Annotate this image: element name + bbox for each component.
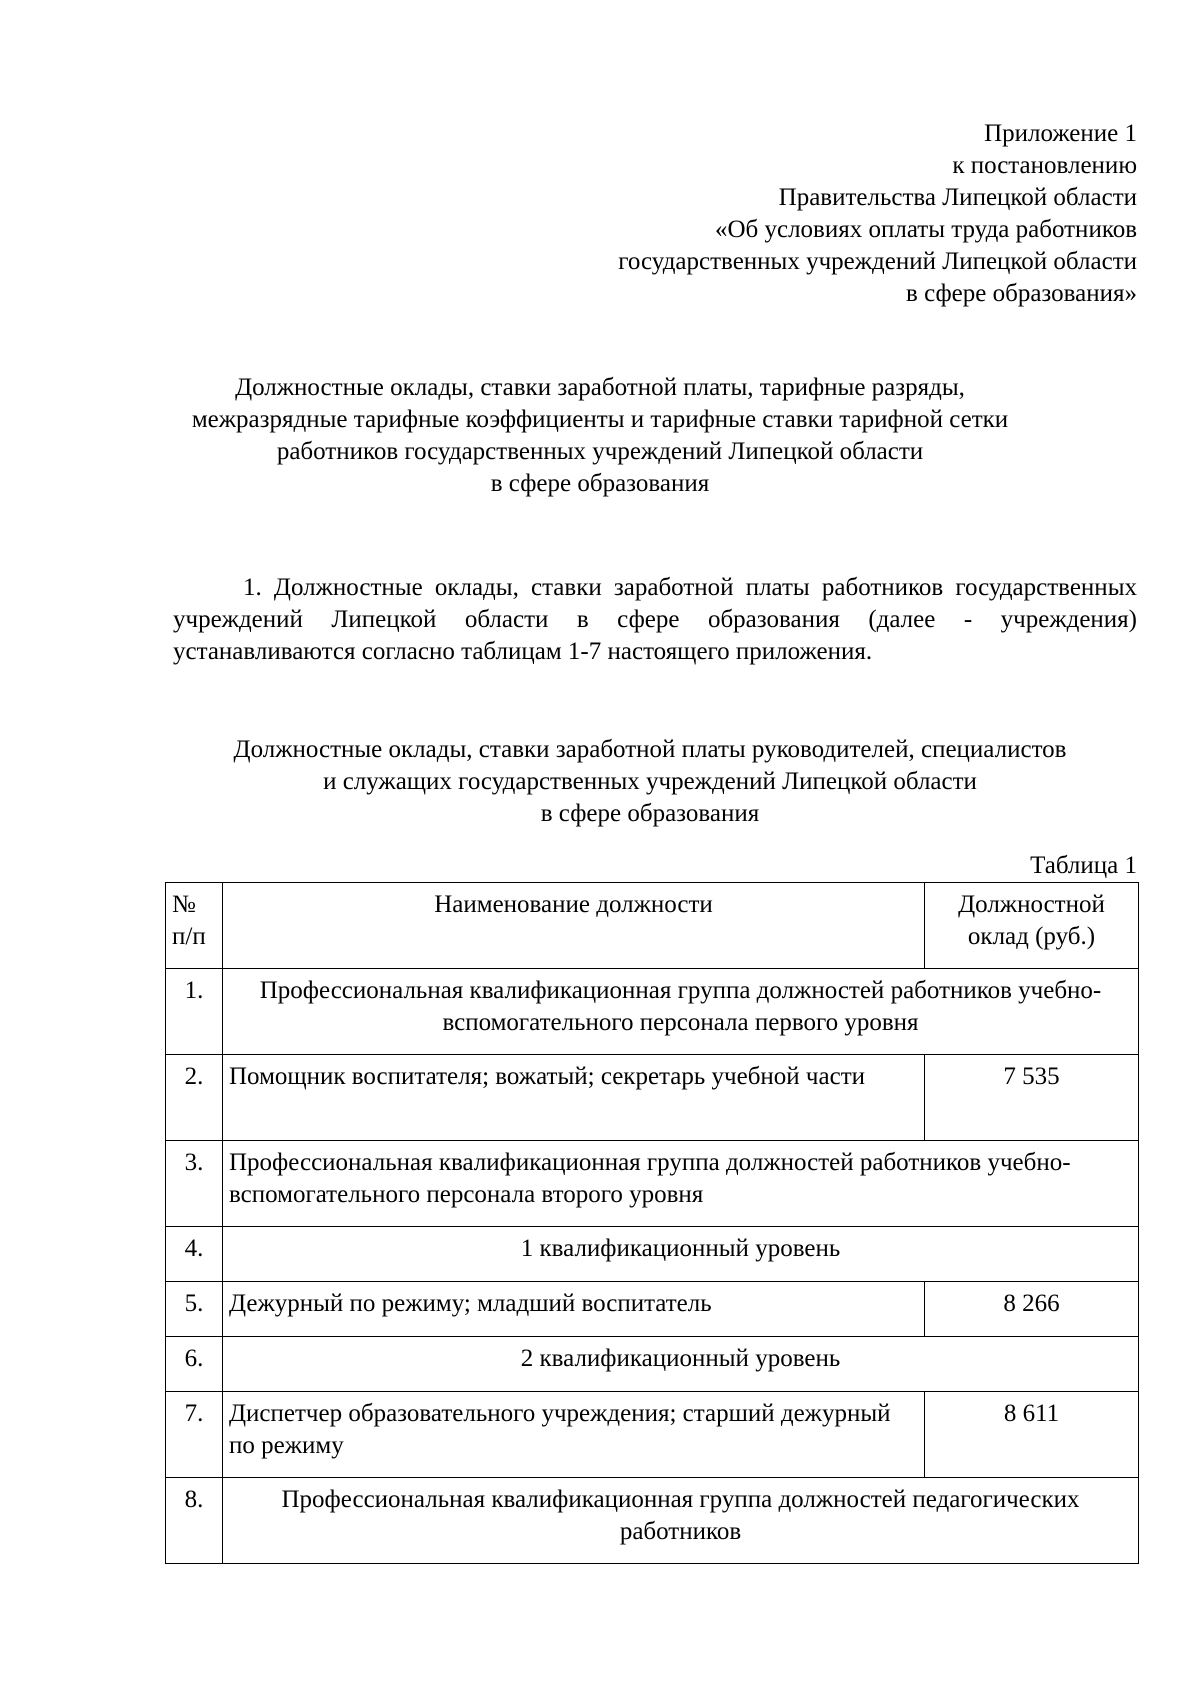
- annex-line: в сфере образования»: [906, 280, 1137, 307]
- annex-line: к постановлению: [952, 152, 1137, 179]
- header-num-cell: [166, 883, 223, 969]
- title-line: работников государственных учреждений Липецкой области: [276, 438, 924, 465]
- annex-line: государственных учреждений Липецкой области: [618, 248, 1137, 275]
- salary-value: 7 535: [925, 1055, 1139, 1141]
- row-number: 6.: [166, 1337, 223, 1392]
- level-heading: 1 квалификационный уровень: [223, 1227, 1139, 1282]
- header-num-line: п/п: [172, 923, 206, 950]
- salary-table: [165, 882, 1139, 1564]
- row-number: 4.: [166, 1227, 223, 1282]
- header-salary-cell: [925, 883, 1139, 969]
- table-title-line: и служащих государственных учреждений Липецкой области: [323, 768, 977, 795]
- position-name: Помощник воспитателя; вожатый; секретарь учебной части: [223, 1055, 925, 1141]
- row-number: 2.: [166, 1055, 223, 1141]
- row-number: 8.: [166, 1478, 223, 1564]
- row-number: 3.: [166, 1141, 223, 1227]
- title-line: Должностные оклады, ставки заработной платы, тарифные разряды,: [235, 374, 965, 401]
- header-salary-line: Должностной: [958, 891, 1105, 918]
- header-salary-line: оклад (руб.): [967, 923, 1096, 950]
- salary-value: 8 266: [925, 1282, 1139, 1337]
- table-row: [166, 1227, 1139, 1282]
- salary-value: 8 611: [925, 1392, 1139, 1478]
- title-line: межразрядные тарифные коэффициенты и тарифные ставки тарифной сетки: [191, 406, 1009, 433]
- row-number: 7.: [166, 1392, 223, 1478]
- position-name: Диспетчер образовательного учреждения; старший дежурный по режиму: [223, 1392, 925, 1478]
- annex-line: Приложение 1: [984, 120, 1137, 147]
- row-number: 1.: [166, 969, 223, 1055]
- row-number: 5.: [166, 1282, 223, 1337]
- table-header-row: [166, 883, 1139, 969]
- table-label: Таблица 1: [1030, 852, 1137, 879]
- group-heading: Профессиональная квалификационная группа должностей работников учебно-вспомогательного персонала второго уровня: [223, 1141, 1139, 1227]
- table-row: [166, 969, 1139, 1055]
- table-title: [150, 734, 1150, 830]
- table-row: [166, 1337, 1139, 1392]
- paragraph-1: 1. Должностные оклады, ставки заработной платы работников государственных учреждений Липецкой области в сфере образования (далее - учреждения) устанавливаются согласно таблицам 1-7 настоящего приложения.: [173, 574, 1137, 665]
- table-row: [166, 1282, 1139, 1337]
- annex-header: [520, 118, 1137, 310]
- level-heading: 2 квалификационный уровень: [223, 1337, 1139, 1392]
- table-row: [166, 1478, 1139, 1564]
- annex-line: «Об условиях оплаты труда работников: [714, 216, 1137, 243]
- table-row: [166, 1055, 1139, 1141]
- header-num-line: №: [172, 891, 196, 918]
- position-name: Дежурный по режиму; младший воспитатель: [223, 1282, 925, 1337]
- group-heading: Профессиональная квалификационная группа должностей работников учебно-вспомогательного персонала первого уровня: [223, 969, 1139, 1055]
- table-row: [166, 1392, 1139, 1478]
- table-title-line: Должностные оклады, ставки заработной платы руководителей, специалистов: [233, 736, 1067, 763]
- annex-line: Правительства Липецкой области: [778, 184, 1137, 211]
- document-title: [120, 372, 1080, 500]
- header-name-cell: Наименование должности: [223, 883, 925, 969]
- table-row: [166, 1141, 1139, 1227]
- table-title-line: в сфере образования: [540, 800, 760, 827]
- title-line: в сфере образования: [490, 470, 710, 497]
- group-heading: Профессиональная квалификационная группа должностей педагогических работников: [223, 1478, 1139, 1564]
